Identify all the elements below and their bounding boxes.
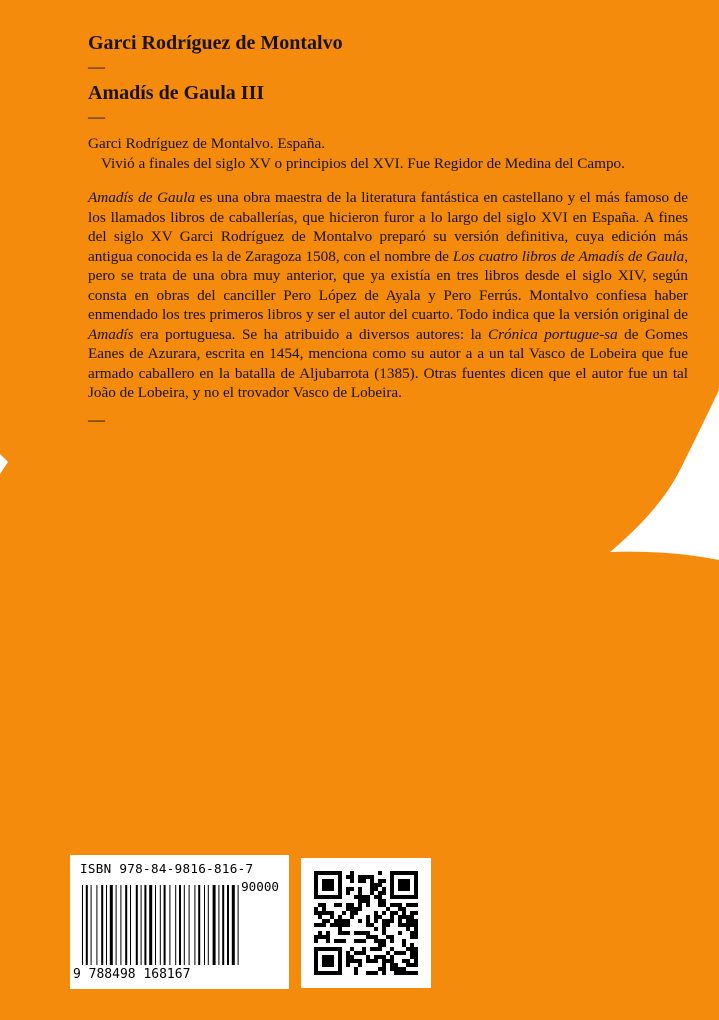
synopsis-paragraph — [88, 188, 688, 403]
left-white-shape — [0, 440, 10, 480]
italic-work-title: Crónica portugue-sa — [488, 325, 618, 343]
italic-work-title: Los cuatro libros de Amadís de Gaula — [452, 247, 685, 265]
separator-dash: — — [88, 107, 105, 126]
synopsis-text: , pero se trata de una obra muy anterior, que ya existía en tres libros desde el siglo XIV, según consta en obras del canciller Pero López de Ayala y Pero Ferrús. Montalvo confiesa haber enmendado los tres primeros libros y ser el autor del cuarto. Todo indica que la versión original de — [88, 247, 688, 323]
qr-code-icon — [314, 871, 418, 975]
synopsis-text: de Gomes Eanes de Azurara, escrita en 1454, menciona como su autor a a un tal Vasco de Lobeira que fue armado caballero en la batalla de Aljubarrota (1385). Otras fuentes dicen que el autor fue un tal João de Lobeira, y no el trovador Vasco de Lobeira. — [88, 325, 688, 401]
back-cover-text — [88, 30, 688, 433]
ean-digits: 9 788498 168167 — [73, 967, 191, 982]
author-bio-text: Vivió a finales del siglo XV o principios del XVI. Fue Regidor de Medina del Campo. — [101, 154, 625, 172]
synopsis-text: es una obra maestra de la literatura fantástica en castellano y el más famoso de los llamados libros de caballerías, que hicieron furor a lo largo del siglo XVI en España. A fines del siglo XV Garci Rodríguez de Montalvo preparó su versión definitiva, cuya edición más antigua conocida es la de Zaragoza 1508, con el nombre de — [88, 189, 688, 265]
isbn-barcode — [70, 855, 289, 989]
barcode-addon-digits: 90000 — [241, 879, 279, 894]
author-name: Garci Rodríguez de Montalvo — [88, 32, 343, 54]
book-title: Amadís de Gaula III — [88, 82, 265, 104]
italic-work-title: Amadís — [88, 325, 134, 343]
barcode-bars-icon — [82, 885, 278, 969]
author-bio-line: Garci Rodríguez de Montalvo. España. — [88, 135, 326, 152]
qr-code — [301, 858, 431, 988]
separator-dash: — — [88, 57, 105, 76]
isbn-label: ISBN 978-84-9816-816-7 — [80, 861, 254, 876]
synopsis-text: era portuguesa. Se ha atribuido a diversos autores: la — [133, 325, 489, 343]
separator-dash: — — [88, 409, 105, 429]
italic-work-title: Amadís de Gaula — [88, 189, 196, 206]
